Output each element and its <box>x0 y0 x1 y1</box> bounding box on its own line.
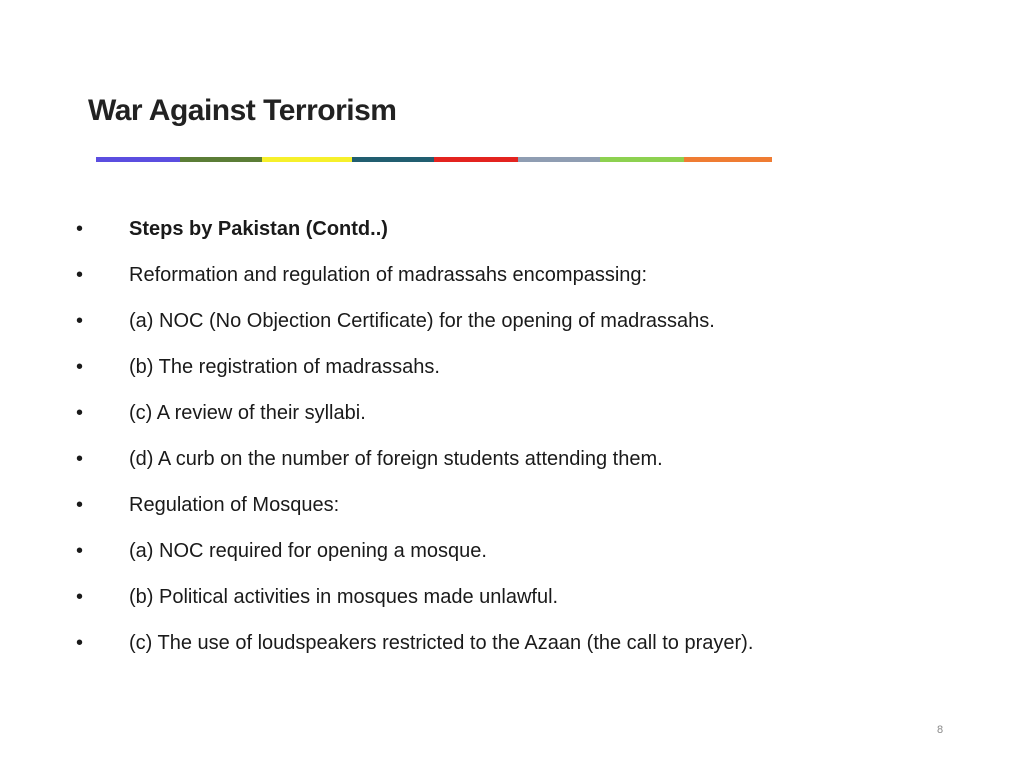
slide-title: War Against Terrorism <box>88 94 397 127</box>
bullet-text: (c) The use of loudspeakers restricted to the Azaan (the call to prayer). <box>129 632 754 654</box>
bullet-marker: • <box>76 402 84 424</box>
bullet-text: (c) A review of their syllabi. <box>129 402 366 424</box>
bullet-text: Regulation of Mosques: <box>129 494 340 516</box>
bullet-text: Steps by Pakistan (Contd..) <box>129 218 388 240</box>
bullet-marker: • <box>76 448 84 470</box>
divider-segment <box>262 157 352 162</box>
bullet-text: (b) Political activities in mosques made unlawful. <box>129 586 559 608</box>
bullet-marker: • <box>76 540 84 562</box>
divider-segment <box>434 157 518 162</box>
bullet-text: Reformation and regulation of madrassahs encompassing: <box>129 264 648 286</box>
bullet-text: (b) The registration of madrassahs. <box>129 356 440 378</box>
bullet-text: (d) A curb on the number of foreign students attending them. <box>129 448 663 470</box>
divider-segment <box>96 157 180 162</box>
divider-segment <box>352 157 434 162</box>
bullet-marker: • <box>76 494 84 516</box>
divider-segment <box>684 157 772 162</box>
divider-segment <box>518 157 600 162</box>
bullet-text: (a) NOC (No Objection Certificate) for the opening of madrassahs. <box>129 310 715 332</box>
title-divider <box>96 157 772 162</box>
bullet-marker: • <box>76 586 84 608</box>
divider-segment <box>600 157 684 162</box>
divider-segment <box>180 157 262 162</box>
bullet-text: (a) NOC required for opening a mosque. <box>129 540 487 562</box>
bullet-marker: • <box>76 356 84 378</box>
bullet-marker: • <box>76 310 84 332</box>
page-number: 8 <box>936 724 944 736</box>
bullet-marker: • <box>76 632 84 654</box>
bullet-marker: • <box>76 218 84 240</box>
bullet-marker: • <box>76 264 84 286</box>
